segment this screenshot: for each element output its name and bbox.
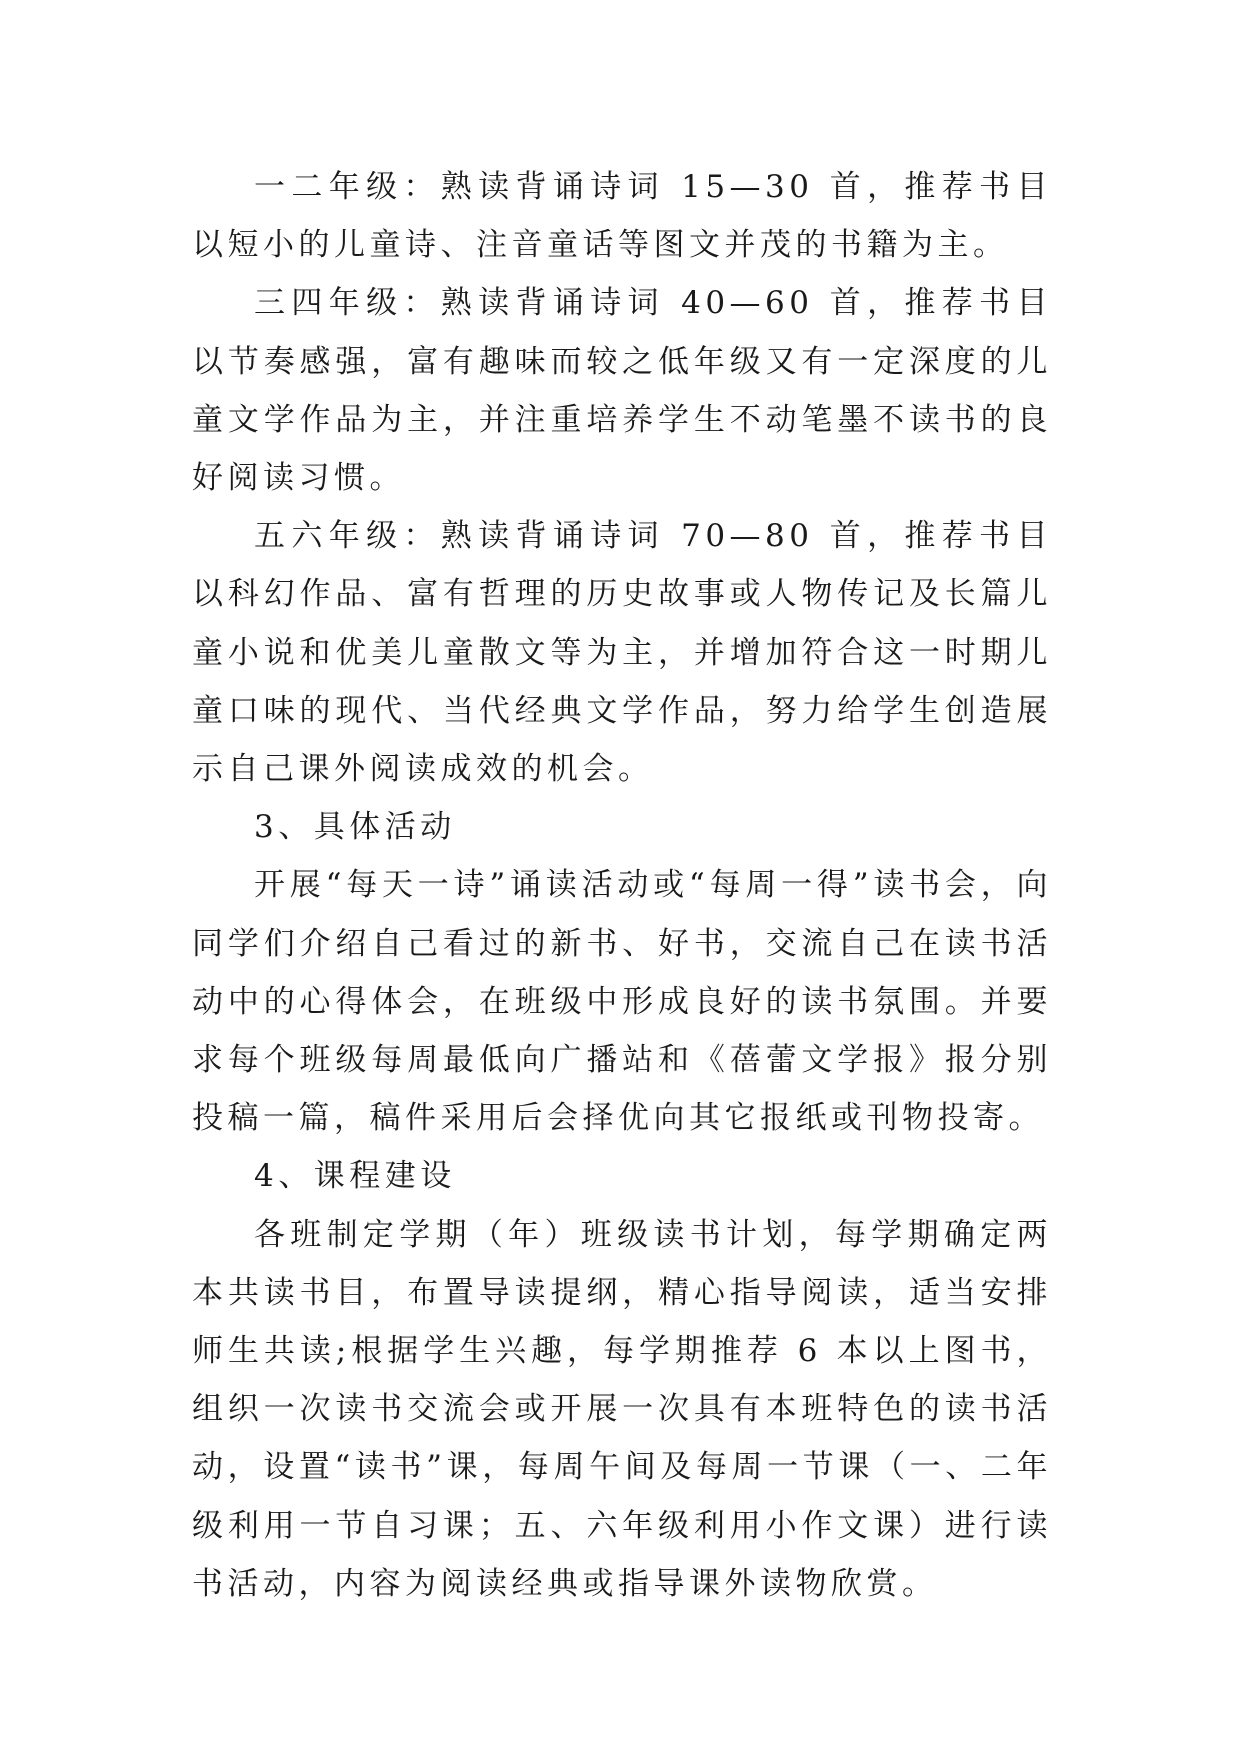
paragraph-grade-3-4: 三四年级：熟读背诵诗词 40—60 首，推荐书目以节奏感强，富有趣味而较之低年级又有一定深度的儿童文学作品为主，并注重培养学生不动笔墨不读书的良好阅读习惯。 (192, 285, 1052, 497)
paragraph-grade-1-2: 一二年级：熟读背诵诗词 15—30 首，推荐书目以短小的儿童诗、注音童话等图文并茂的书籍为主。 (192, 169, 1052, 264)
document-body (192, 158, 1052, 1613)
section-heading-activities: 3、具体活动 (254, 809, 456, 846)
paragraph-curriculum: 各班制定学期（年）班级读书计划，每学期确定两本共读书目，布置导读提纲，精心指导阅读，适当安排师生共读;根据学生兴趣，每学期推荐 6 本以上图书，组织一次读书交流会或开展一次具有本班特色的读书活动，设置“读书”课，每周午间及每周一节课（一、二年级利用一节自习课；五、六年级利用小作文课）进行读书活动，内容为阅读经典或指导课外读物欣赏。 (192, 1216, 1052, 1602)
paragraph-activities: 开展“每天一诗”诵读活动或“每周一得”读书会，向同学们介绍自己看过的新书、好书，交流自己在读书活动中的心得体会，在班级中形成良好的读书氛围。并要求每个班级每周最低向广播站和《蓓蕾文学报》报分别投稿一篇，稿件采用后会择优向其它报纸或刊物投寄。 (192, 867, 1052, 1137)
paragraph-grade-5-6: 五六年级：熟读背诵诗词 70—80 首，推荐书目以科幻作品、富有哲理的历史故事或人物传记及长篇儿童小说和优美儿童散文等为主，并增加符合这一时期儿童口味的现代、当代经典文学作品，努力给学生创造展示自己课外阅读成效的机会。 (192, 518, 1052, 788)
section-heading-curriculum: 4、课程建设 (254, 1158, 456, 1195)
